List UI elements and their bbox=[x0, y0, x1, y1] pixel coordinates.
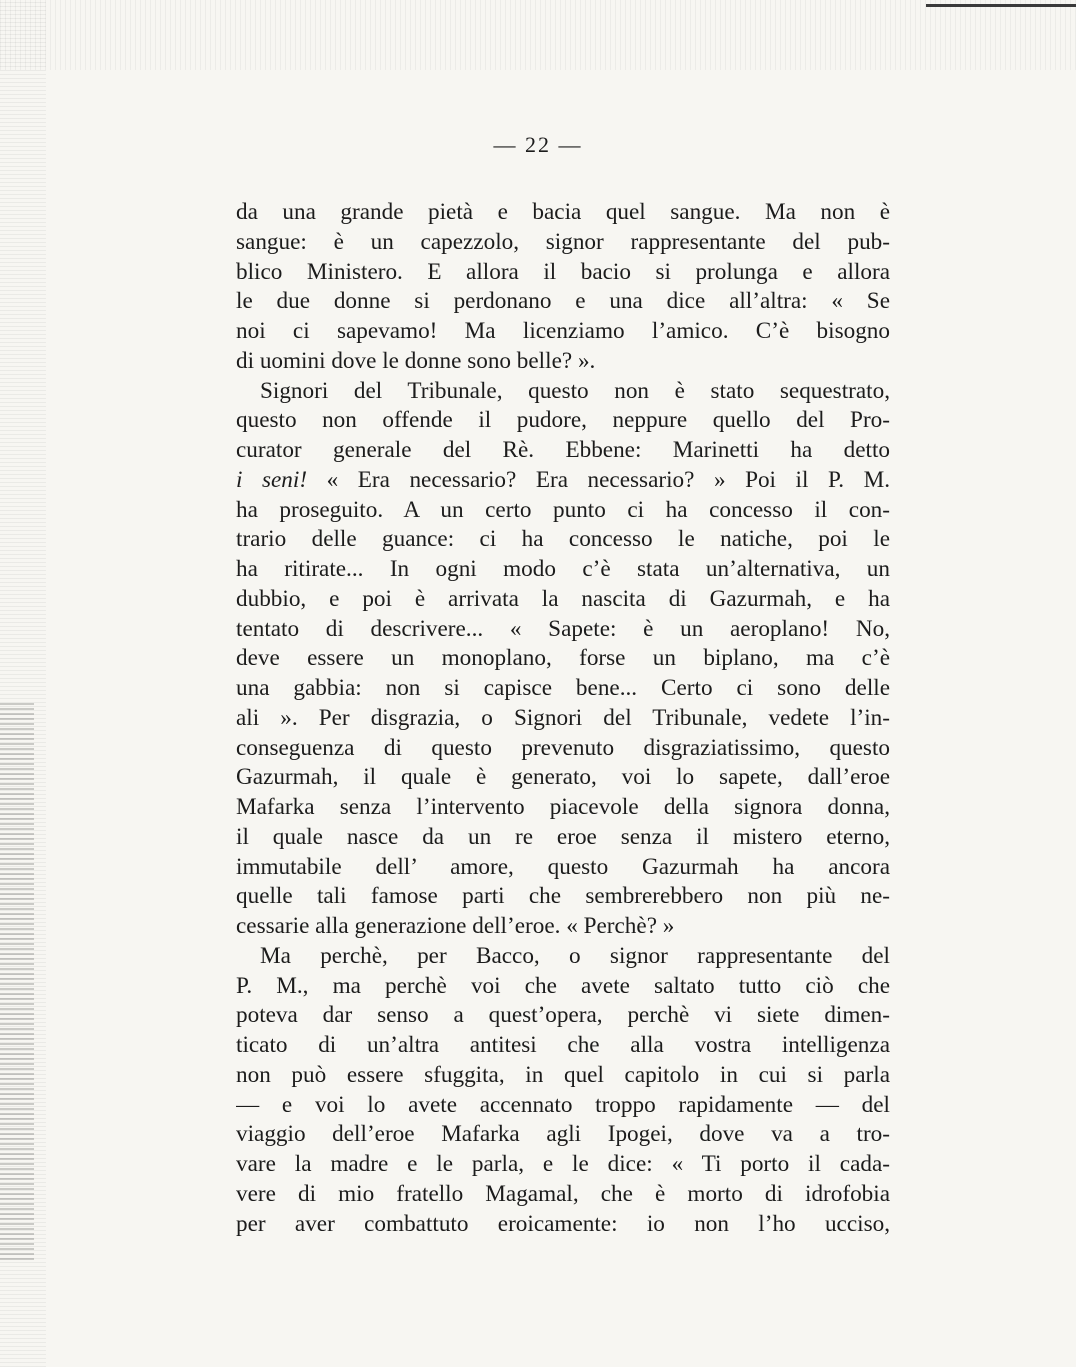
body-text bbox=[236, 198, 890, 1239]
text-line: sangue: è un capezzolo, signor rappresentante del pub- bbox=[236, 228, 890, 255]
text-line: Mafarka senza l’intervento piacevole della signora donna, bbox=[236, 794, 890, 820]
text-line: vare la madre e le parla, e le dice: « Ti porto il cada- bbox=[236, 1151, 890, 1177]
text-line: curator generale del Rè. Ebbene: Marinetti ha detto bbox=[236, 437, 890, 463]
text-line: una gabbia: non si capisce bene... Certo ci sono delle bbox=[236, 675, 890, 701]
page-number: — 22 — bbox=[493, 132, 583, 157]
scan-edge-mark bbox=[926, 4, 1076, 7]
text-line: ali ». Per disgrazia, o Signori del Tribunale, vedete l’in- bbox=[236, 704, 890, 731]
text-line: blico Ministero. E allora il bacio si prolunga e allora bbox=[236, 258, 890, 285]
text-line: non può essere sfuggita, in quel capitolo in cui si parla bbox=[236, 1061, 890, 1088]
text-line: tentato di descrivere... « Sapete: è un aeroplano! No, bbox=[236, 615, 890, 642]
scan-shadow-binding bbox=[0, 700, 34, 1260]
text-line: ticato di un’altra antitesi che alla vostra intelligenza bbox=[236, 1032, 890, 1058]
text-line: di uomini dove le donne sono belle? ». bbox=[236, 347, 596, 374]
text-line-with-italic bbox=[236, 466, 890, 496]
text-line: Gazurmah, il quale è generato, voi lo sapete, dall’eroe bbox=[236, 764, 890, 791]
text-line: immutabile dell’ amore, questo Gazurmah ha ancora bbox=[236, 853, 890, 880]
text-line: poteva dar senso a quest’opera, perchè vi siete dimen- bbox=[236, 1002, 890, 1029]
text-line: cessarie alla generazione dell’eroe. « Perchè? » bbox=[236, 913, 675, 939]
text-line: quelle tali famose parti che sembrerebbero non più ne- bbox=[236, 883, 890, 910]
text-line: viaggio dell’eroe Mafarka agli Ipogei, dove va a tro- bbox=[236, 1121, 890, 1148]
text-line: P. M., ma perchè voi che avete saltato tutto ciò che bbox=[236, 972, 890, 999]
text-line: per aver combattuto eroicamente: io non l’ho ucciso, bbox=[236, 1210, 890, 1237]
text-line-remainder: « Era necessario? Era necessario? » Poi il P. M. bbox=[326, 466, 890, 493]
text-line: — e voi lo avete accennato troppo rapidamente — del bbox=[236, 1091, 890, 1118]
text-line: dubbio, e poi è arrivata la nascita di Gazurmah, e ha bbox=[236, 585, 890, 612]
text-line: il quale nasce da un re eroe senza il mistero eterno, bbox=[236, 823, 890, 850]
text-line: Ma perchè, per Bacco, o signor rappresentante del bbox=[260, 942, 890, 969]
text-line: vere di mio fratello Magamal, che è morto di idrofobia bbox=[236, 1180, 890, 1207]
text-line: questo non offende il pudore, neppure quello del Pro- bbox=[236, 407, 890, 434]
text-line: ha proseguito. A un certo punto ci ha concesso il con- bbox=[236, 496, 890, 523]
text-line: trario delle guance: ci ha concesso le natiche, poi le bbox=[236, 526, 890, 553]
text-line: conseguenza di questo prevenuto disgraziatissimo, questo bbox=[236, 734, 890, 761]
text-line: da una grande pietà e bacia quel sangue. Ma non è bbox=[236, 199, 890, 225]
text-line: ha ritirate... In ogni modo c’è stata un’alternativa, un bbox=[236, 556, 890, 582]
scan-noise-top bbox=[0, 0, 1076, 70]
text-line: Signori del Tribunale, questo non è stato sequestrato, bbox=[260, 377, 890, 404]
text-line: noi ci sapevamo! Ma licenziamo l’amico. C’è bisogno bbox=[236, 318, 890, 344]
text-line: le due donne si perdonano e una dice all’altra: « Se bbox=[236, 288, 890, 315]
text-line: deve essere un monoplano, forse un biplano, ma c’è bbox=[236, 645, 890, 672]
italic-phrase: i seni! bbox=[236, 466, 308, 493]
